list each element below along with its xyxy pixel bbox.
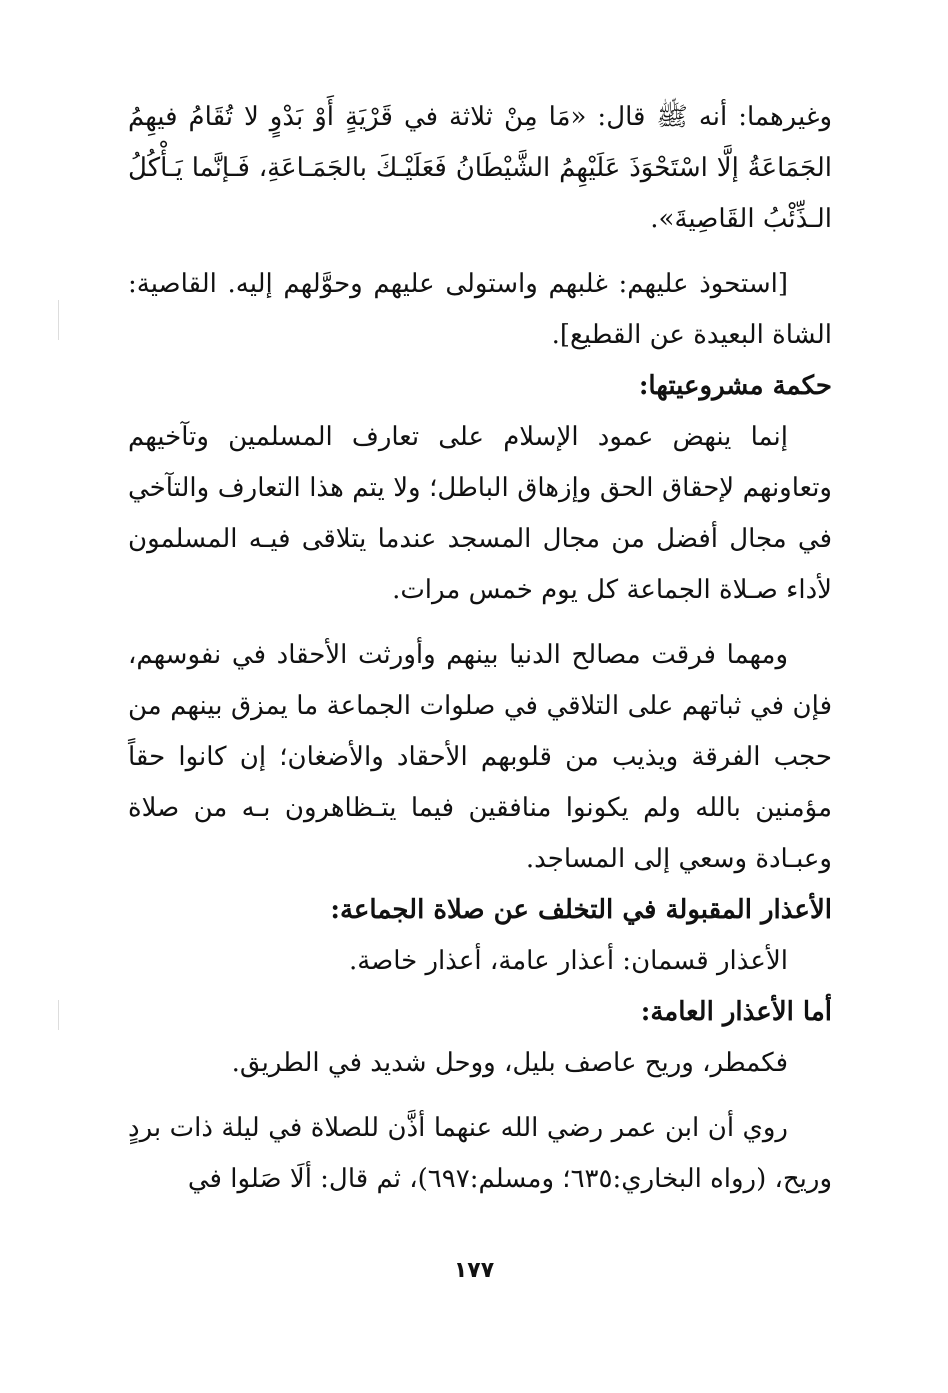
excuses-types-paragraph: الأعذار قسمان: أعذار عامة، أعذار خاصة.	[348, 946, 788, 976]
hadith-paragraph: وغيرهما: أنه ﷺ قال: «مَا مِنْ ثلاثة في قَرْيَةٍ أَوْ بَدْوٍ لا تُقَامُ فيهِمُ الجَمَاعَةُ إلَّا اسْتَحْوَذَ عَلَيْهِمُ الشَّيْطَانُ فَعَلَيْـكَ بالجَمَـاعَةِ، فَـإنَّما يَـأْكُلُ الـذِّئْبُ القَاصِيةَ».	[128, 102, 832, 234]
ibn-umar-paragraph: روي أن ابن عمر رضي الله عنهما أذَّن للصلاة في ليلة ذات بردٍ وريح، (رواه البخاري:٦٣٥؛ ومسلم:٦٩٧)، ثم قال: ألَا صَلوا في	[128, 1113, 832, 1194]
general-excuses-paragraph: فكمطر، وريح عاصف بليل، ووحل شديد في الطريق.	[231, 1048, 788, 1078]
heading-wisdom: حكمة مشروعيتها:	[638, 371, 832, 401]
scan-edge-mark	[58, 300, 59, 340]
glossary-paragraph: [استحوذ عليهم: غلبهم واستولى عليهم وحوَّلهم إليه. القاصية: الشاة البعيدة عن القطيع].	[128, 269, 832, 350]
unity-paragraph: ومهما فرقت مصالح الدنيا بينهم وأورثت الأحقاد في نفوسهم، فإن في ثباتهم على التلاقي في صلوات الجماعة ما يمزق بينهم من حجب الفرقة ويذيب من قلوبهم الأحقاد والأضغان؛ إن كانوا حقاً مؤمنين بالله ولم يكونوا منافقين فيما يتـظاهرون بـه من صلاة وعبـادة وسعي إلى المساجد.	[128, 640, 832, 874]
page-number: ١٧٧	[453, 1258, 495, 1283]
page-body	[128, 92, 832, 1205]
wisdom-paragraph: إنما ينهض عمود الإسلام على تعارف المسلمين وتآخيهم وتعاونهم لإحقاق الحق وإزهاق الباطل؛ ولا يتم هذا التعارف والتآخي في مجال أفضل من مجال المسجد عندما يتلاقى فيـه المسلمون لأداء صـلاة الجماعة كل يوم خمس مرات.	[128, 422, 832, 605]
heading-accepted-excuses: الأعذار المقبولة في التخلف عن صلاة الجماعة:	[330, 895, 832, 925]
scan-edge-mark	[58, 1000, 59, 1030]
heading-general-excuses: أما الأعذار العامة:	[640, 997, 832, 1027]
